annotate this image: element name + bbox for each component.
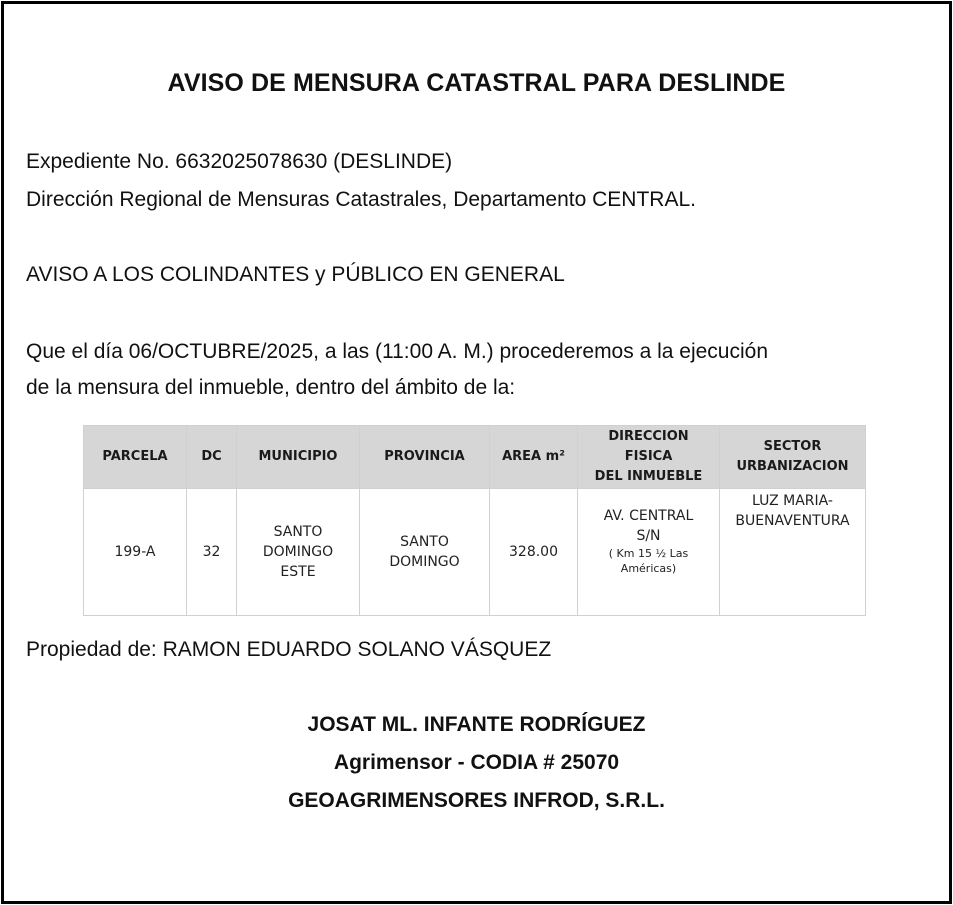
header-municipio: MUNICIPIO xyxy=(237,426,360,489)
signature-name: JOSAT ML. INFANTE RODRÍGUEZ xyxy=(307,713,646,736)
cell-area: 328.00 xyxy=(490,489,578,616)
header-direccion: DIRECCION FISICA DEL INMUEBLE xyxy=(578,426,720,489)
table-row xyxy=(84,489,866,616)
header-provincia: PROVINCIA xyxy=(360,426,490,489)
header-dc: DC xyxy=(187,426,237,489)
aviso-line: AVISO A LOS COLINDANTES y PÚBLICO EN GENERAL xyxy=(26,263,565,286)
direccion-main: AV. CENTRAL S/N xyxy=(603,508,694,544)
header-area: AREA m² xyxy=(490,426,578,489)
body-line-2: de la mensura del inmueble, dentro del ámbito de la: xyxy=(26,376,516,399)
expediente-line: Expediente No. 6632025078630 (DESLINDE) xyxy=(26,150,453,173)
parcel-table xyxy=(83,425,866,616)
propiedad-line: Propiedad de: RAMON EDUARDO SOLANO VÁSQUEZ xyxy=(26,638,552,661)
table-header-row xyxy=(84,426,866,489)
header-sector: SECTOR URBANIZACION xyxy=(720,426,866,489)
notice-title: AVISO DE MENSURA CATASTRAL PARA DESLINDE xyxy=(167,69,786,97)
body-line-1: Que el día 06/OCTUBRE/2025, a las (11:00 A. M.) procederemos a la ejecución xyxy=(26,340,768,363)
cell-provincia: SANTO DOMINGO xyxy=(360,489,490,616)
signature-title: Agrimensor - CODIA # 25070 xyxy=(333,751,620,774)
header-parcela: PARCELA xyxy=(84,426,187,489)
cell-municipio: SANTO DOMINGO ESTE xyxy=(237,489,360,616)
cell-parcela: 199-A xyxy=(84,489,187,616)
cell-dc: 32 xyxy=(187,489,237,616)
signature-company: GEOAGRIMENSORES INFROD, S.R.L. xyxy=(288,789,665,812)
notice-frame xyxy=(1,1,952,904)
direccion-regional-line: Dirección Regional de Mensuras Catastrales, Departamento CENTRAL. xyxy=(26,188,696,211)
cell-sector: LUZ MARIA- BUENAVENTURA xyxy=(720,489,866,616)
cell-direccion xyxy=(578,489,720,616)
direccion-detalle: ( Km 15 ½ Las Américas) xyxy=(608,547,689,575)
